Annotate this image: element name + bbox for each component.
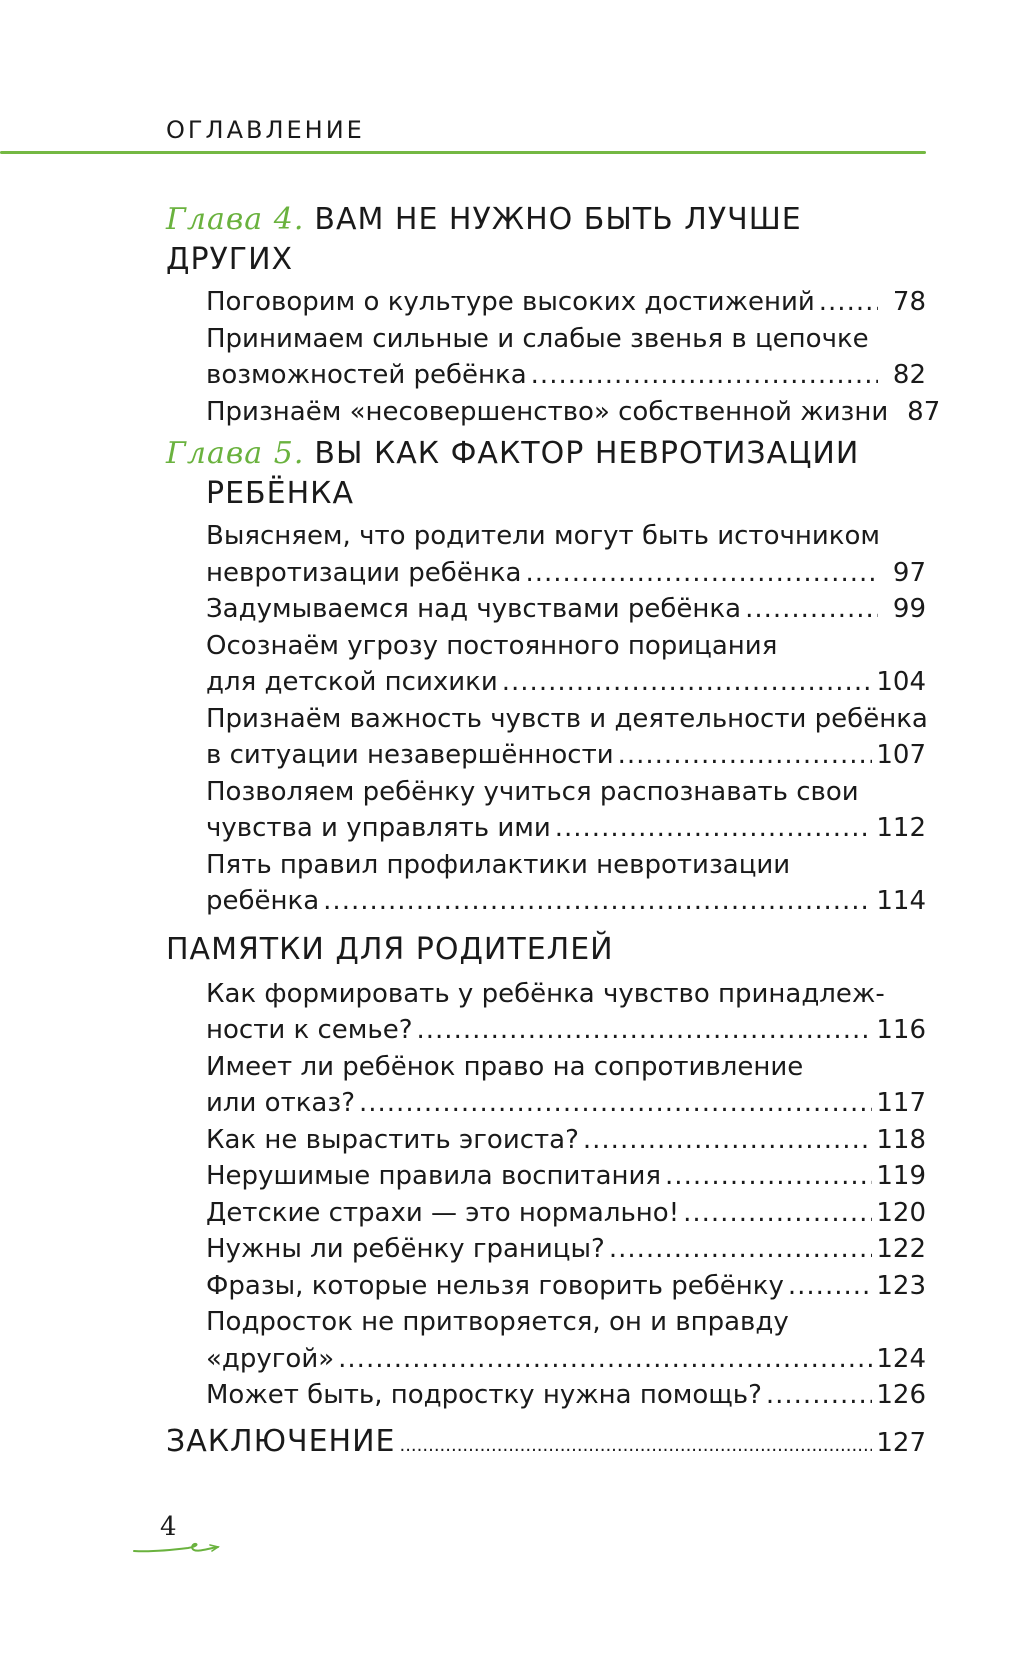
toc-entry-line	[206, 774, 926, 811]
toc-entry-text: Выясняем, что родители могут быть источником	[206, 521, 880, 551]
toc-page-number: 112	[876, 813, 926, 843]
dot-leader	[417, 1012, 873, 1049]
toc-entry-line	[206, 357, 926, 394]
toc-entry-text: Позволяем ребёнку учиться распознавать свои	[206, 776, 859, 807]
toc-page-number: 82	[892, 360, 926, 390]
toc-entry-text: Подросток не притворяется, он и вправду	[206, 1307, 789, 1337]
section-heading-memo[interactable]: ПАМЯТКИ ДЛЯ РОДИТЕЛЕЙ	[166, 931, 614, 967]
toc-entry-line	[206, 1049, 926, 1086]
toc-page-number: 120	[876, 1197, 926, 1228]
toc-entry-line	[206, 1122, 926, 1159]
chapter-heading[interactable]	[166, 200, 926, 280]
toc-page-number: 107	[876, 740, 926, 770]
toc-entry-text: Признаём «несовершенство» собственной жизни	[206, 396, 889, 427]
toc-entry[interactable]	[166, 1377, 926, 1414]
toc-entry-text: Признаём важность чувств и деятельности ребёнка	[206, 703, 928, 734]
dot-leader	[766, 1377, 872, 1414]
toc-entry[interactable]	[166, 394, 941, 431]
toc-entry-text: ребёнка	[206, 886, 320, 916]
toc-entry-text: Фразы, которые нельзя говорить ребёнку	[206, 1270, 784, 1301]
toc-entry-text: Задумываемся над чувствами ребёнка	[206, 594, 742, 624]
dot-leader	[618, 737, 873, 774]
toc-entry[interactable]	[166, 1195, 926, 1232]
toc-entry-line	[206, 1231, 926, 1268]
toc-entry-text: Поговорим о культуре высоких достижений	[206, 287, 815, 317]
dot-leader	[359, 1085, 872, 1122]
toc-entry-line	[206, 394, 941, 431]
toc-entry-text: Может быть, подростку нужна помощь?	[206, 1380, 762, 1410]
toc-entry-line	[206, 701, 926, 738]
toc-entry-text: для детской психики	[206, 667, 498, 697]
toc-entry-text: «другой»	[206, 1343, 335, 1374]
toc-entry-line	[206, 518, 926, 555]
chapter-title-continued: РЕБЁНКА	[206, 476, 354, 511]
toc-entry-text: Нужны ли ребёнку границы?	[206, 1234, 605, 1264]
toc-entry-text: невротизации ребёнка	[206, 557, 522, 588]
chapter-title: ВЫ КАК ФАКТОР НЕВРОТИЗАЦИИ	[314, 436, 860, 471]
dot-leader	[665, 1158, 872, 1195]
toc-entry[interactable]	[166, 284, 926, 321]
toc-entry[interactable]	[166, 591, 926, 628]
toc-page-number: 127	[876, 1427, 926, 1458]
toc-entry-text: Осознаём угрозу постоянного порицания	[206, 630, 778, 661]
toc-entry-line	[206, 810, 926, 847]
toc-entry-line	[206, 1341, 926, 1378]
dot-leader	[399, 1426, 872, 1466]
toc-entry[interactable]	[166, 518, 926, 591]
dot-leader	[531, 357, 878, 394]
toc-entry[interactable]	[166, 1268, 926, 1305]
dot-leader	[338, 1341, 872, 1378]
toc-entry-text: Имеет ли ребёнок право на сопротивление	[206, 1051, 804, 1082]
toc-page-number: 122	[876, 1234, 926, 1264]
chapter-label: Глава 4.	[166, 202, 305, 237]
toc-page-number: 114	[876, 886, 926, 916]
toc-entry-line	[206, 664, 926, 701]
toc-entry-line	[206, 321, 926, 358]
toc-entry-line	[206, 976, 926, 1013]
chapter-title: ВАМ НЕ НУЖНО БЫТЬ ЛУЧШЕ ДРУГИХ	[166, 202, 802, 277]
toc-entry[interactable]	[166, 976, 926, 1049]
dot-leader	[525, 555, 878, 592]
toc-entry-line	[206, 1158, 926, 1195]
toc-page-number: 123	[876, 1270, 926, 1301]
dot-leader	[583, 1122, 872, 1159]
dot-leader	[609, 1231, 873, 1268]
toc-entry-text: Принимаем сильные и слабые звенья в цепочке	[206, 323, 869, 354]
toc-entry-line	[206, 284, 926, 321]
toc-entry-line	[206, 883, 926, 920]
page-flourish-icon	[132, 1540, 222, 1556]
toc-entry-line	[206, 1268, 926, 1305]
chapter-heading[interactable]	[166, 434, 926, 514]
running-head: ОГЛАВЛЕНИЕ	[166, 116, 365, 144]
table-of-contents	[166, 196, 941, 1466]
toc-entry-text: чувства и управлять ими	[206, 813, 551, 843]
toc-entry-text: Как формировать у ребёнка чувство принадлеж-	[206, 978, 885, 1009]
dot-leader	[683, 1195, 872, 1232]
toc-entry-text: Детские страхи — это нормально!	[206, 1197, 680, 1228]
toc-entry-line	[206, 737, 926, 774]
toc-page-number: 116	[876, 1015, 926, 1045]
header-rule	[0, 151, 926, 154]
toc-entry-line	[206, 555, 926, 592]
toc-page-number: 126	[876, 1380, 926, 1410]
toc-page-number: 119	[876, 1161, 926, 1191]
dot-leader	[502, 664, 873, 701]
toc-entry-line	[206, 1377, 926, 1414]
toc-entry-text: или отказ?	[206, 1088, 355, 1118]
toc-entry-line	[206, 1085, 926, 1122]
toc-entry-line	[206, 628, 926, 665]
toc-entry[interactable]	[166, 1049, 926, 1122]
dot-leader	[555, 810, 873, 847]
toc-entry[interactable]	[166, 321, 926, 394]
toc-entry-line	[206, 1304, 926, 1341]
toc-entry[interactable]	[166, 1304, 926, 1377]
toc-entry-text: Пять правил профилактики невротизации	[206, 849, 791, 880]
toc-entry-text: ности к семье?	[206, 1015, 413, 1045]
toc-page-number: 118	[876, 1124, 926, 1155]
dot-leader	[819, 284, 878, 321]
toc-entry-text: в ситуации незавершённости	[206, 740, 614, 770]
toc-entry-text: возможностей ребёнка	[206, 360, 527, 390]
toc-entry[interactable]	[166, 847, 926, 920]
toc-page-number: 97	[892, 557, 926, 588]
dot-leader	[323, 883, 872, 920]
toc-entry[interactable]	[166, 1122, 926, 1159]
toc-page-number: 104	[876, 667, 926, 697]
toc-page-number: 124	[876, 1343, 926, 1374]
dot-leader	[788, 1268, 872, 1305]
toc-entry[interactable]	[166, 628, 926, 701]
toc-page-number: 78	[892, 287, 926, 317]
toc-entry-text: Нерушимые правила воспитания	[206, 1161, 662, 1191]
toc-entry[interactable]	[166, 701, 926, 774]
toc-entry-line	[206, 591, 926, 628]
chapter-label: Глава 5.	[166, 436, 305, 471]
toc-page-number: 87	[907, 396, 941, 427]
page-number: 4	[160, 1512, 177, 1542]
toc-entry-line	[206, 847, 926, 884]
toc-entry[interactable]	[166, 1231, 926, 1268]
toc-entry[interactable]	[166, 774, 926, 847]
toc-page-number: 117	[876, 1088, 926, 1118]
toc-entry-text: Как не вырастить эгоиста?	[206, 1124, 579, 1155]
toc-entry[interactable]	[166, 1158, 926, 1195]
toc-page-number: 99	[892, 594, 926, 624]
toc-entry-line	[206, 1195, 926, 1232]
toc-entry-line	[206, 1012, 926, 1049]
dot-leader	[745, 591, 878, 628]
conclusion-title: ЗАКЛЮЧЕНИЕ	[166, 1423, 396, 1459]
toc-entry-conclusion[interactable]	[166, 1422, 926, 1466]
